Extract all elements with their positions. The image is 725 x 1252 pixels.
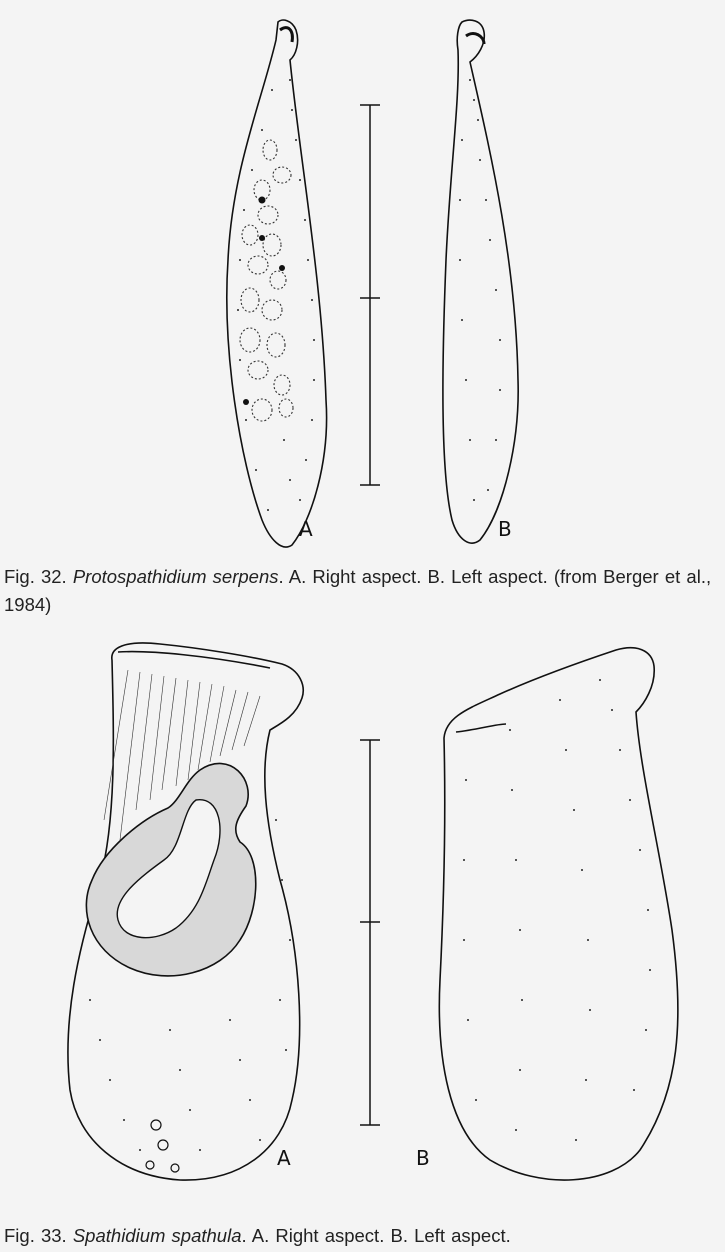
fig33-a-vacuoles xyxy=(146,1120,179,1172)
fig33-scale-bar xyxy=(360,740,380,1125)
fig32-scale-bar xyxy=(360,105,380,485)
fig33-caption xyxy=(4,1222,721,1250)
fig33-b-ciliary-dots xyxy=(463,679,651,1141)
fig33-caption-label: Fig. 33. xyxy=(4,1225,67,1246)
fig32-caption-label: Fig. 32. xyxy=(4,566,67,587)
fig33-panel-b-label: B xyxy=(416,1146,430,1170)
fig32-panel-b-label: B xyxy=(498,517,512,541)
figure-32-drawing xyxy=(0,0,725,560)
fig33-caption-species: Spathidium spathula xyxy=(72,1225,242,1246)
fig32-food-vacuoles xyxy=(240,140,293,421)
fig32-caption xyxy=(4,563,721,619)
fig32-panel-b-cell xyxy=(443,20,518,543)
fig32-panel-a-cell xyxy=(227,20,327,547)
fig32-caption-species: Protospathidium serpens xyxy=(72,566,279,587)
figure-33-drawing xyxy=(0,620,725,1192)
fig32-caption-text: . A. Right aspect. B. Left aspect. (from Berger et al., 1984) xyxy=(4,566,712,615)
fig32-panel-a-label: A xyxy=(299,517,313,541)
fig33-panel-a-label: A xyxy=(277,1146,291,1170)
fig32-a-ciliary-dots xyxy=(237,79,315,511)
fig32-b-ciliary-dots xyxy=(459,79,501,501)
fig33-caption-text: . A. Right aspect. B. Left aspect. xyxy=(241,1225,511,1246)
